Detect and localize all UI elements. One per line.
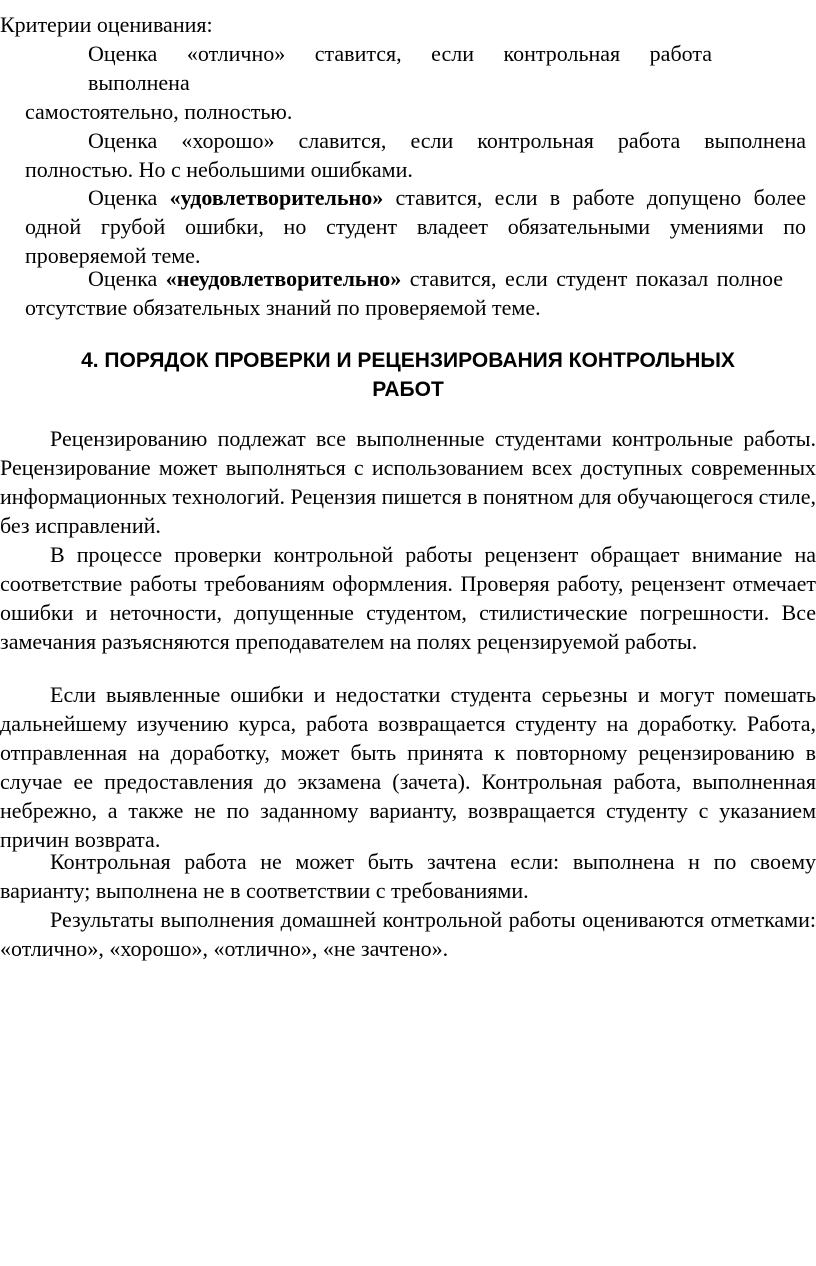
criteria-unsatisfactory bbox=[25, 264, 783, 322]
unsatisfactory-prefix: Оценка bbox=[88, 266, 166, 291]
unsatisfactory-grade: «неудовлетворительно» bbox=[165, 266, 402, 291]
paragraph-results: Результаты выполнения домашней контрольной работы оцениваются отметками: «отлично», «хорошо», «отлично», «не зачтено». bbox=[0, 907, 816, 961]
section-heading bbox=[10, 346, 806, 404]
criteria-excellent-line2: выполнена bbox=[88, 70, 190, 95]
satisfactory-suffix: ставится, если в работе допущено более одной грубой ошибки, но студент владеет обязательными умениями по проверяемой теме. bbox=[25, 185, 806, 268]
paragraph-review-process: В процессе проверки контрольной работы рецензент обращает внимание на соответствие работы требованиям оформления. Проверяя работу, рецензент отмечает ошибки и неточности, допущенные студентом, стилистические погрешности. Все замечания разъясняются преподавателем на полях рецензируемой работы. bbox=[0, 542, 816, 654]
satisfactory-prefix: Оценка bbox=[88, 185, 170, 210]
unsatisfactory-suffix: ставится, если студент показал полное отсутствие обязательных знаний по проверяемой теме. bbox=[25, 266, 783, 320]
satisfactory-grade: «удовлетворительно» bbox=[169, 185, 384, 210]
criteria-title: Критерии оценивания: bbox=[0, 12, 213, 37]
criteria-good: Оценка «хорошо» славится, если контрольная работа выполнена полностью. Но с небольшими ошибками. bbox=[25, 128, 806, 182]
criteria-excellent-line1: Оценка «отлично» ставится, если контрольная работа bbox=[88, 41, 712, 66]
section-heading-line1: 4. ПОРЯДОК ПРОВЕРКИ И РЕЦЕНЗИРОВАНИЯ КОНТРОЛЬНЫХ bbox=[81, 349, 735, 372]
criteria-satisfactory bbox=[25, 183, 806, 270]
section-heading-line2: РАБОТ bbox=[372, 378, 444, 401]
paragraph-not-credited: Контрольная работа не может быть зачтена если: выполнена н по своему варианту; выполнена не в соответствии с требованиями. bbox=[0, 849, 816, 903]
paragraph-rework: Если выявленные ошибки и недостатки студента серьезны и могут помешать дальнейшему изучению курса, работа возвращается студенту на доработку. Работа, отправленная на доработку, может быть принята к повторному рецензированию в случае ее предоставления до экзамена (зачета). Контрольная работа, выполненная небрежно, а также не по заданному варианту, возвращается студенту с указанием причин возврата. bbox=[0, 682, 816, 852]
paragraph-review-subject: Рецензированию подлежат все выполненные студентами контрольные работы. Рецензирование может выполняться с использованием всех доступных современных информационных технологий. Рецензия пишется в понятном для обучающегося стиле, без исправлений. bbox=[0, 426, 816, 538]
criteria-excellent-line3: самостоятельно, полностью. bbox=[25, 99, 293, 124]
